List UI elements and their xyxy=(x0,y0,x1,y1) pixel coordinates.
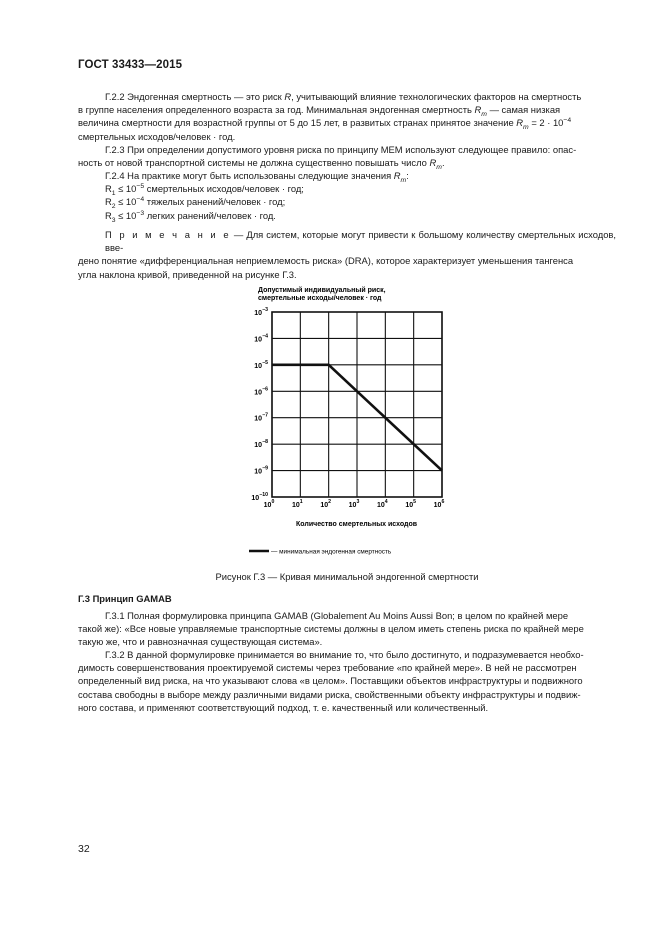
y-tick-label: $10^{-8}$ xyxy=(254,439,268,450)
x-tick-label: $10^5$ xyxy=(405,499,417,509)
y-tick-label: $10^{-4}$ xyxy=(254,333,268,344)
page-number: 32 xyxy=(78,843,90,855)
y-tick-label: $10^{-10}$ xyxy=(251,492,268,502)
paragraph-g23: Г.2.3 При определении допустимого уровня риска по принципу МЕМ используют следующее правило: опас- ность от новой транспортной системы не должна существенно повышать число $R_m$. xyxy=(78,144,577,172)
legend-label: — минимальная эндогенная смертность xyxy=(271,548,392,556)
y-tick-label: $10^{-7}$ xyxy=(254,412,268,423)
paragraph-g22: Г.2.2 Эндогенная смертность — это риск R, учитывающий влияние технологических факторов на смертность в группе населения определенного возраста за год. Минимальная эндогенная смертность $R_m$ — самая низкая величина смертности для возрастной группы от 5 до 15 лет, в развитых странах принятое значение $R_m = 2 \cdot 10^{-4}$ смертельных исходов/человек · год. xyxy=(78,91,582,142)
document-header: ГОСТ 33433—2015 xyxy=(78,59,183,71)
note-label: П р и м е ч а н и е xyxy=(105,229,231,240)
y-tick-label: $10^{-5}$ xyxy=(254,359,268,370)
x-tick-label: $10^0$ xyxy=(263,499,275,509)
x-tick-label: $10^3$ xyxy=(348,499,360,509)
y-tick-label: $10^{-3}$ xyxy=(254,307,268,317)
figure-caption: Рисунок Г.3 — Кривая минимальной эндогенной смертности xyxy=(215,571,479,582)
paragraph-g31: Г.3.1 Полная формулировка принципа GAMAB (Globalement Au Moins Aussi Bon; в целом по крайней мере такой же): «Все новые управляемые транспортные системы должны в целом иметь степень риска по крайней мере такую же, что и равнозначная существующая система». xyxy=(78,610,584,648)
y-tick-label: $10^{-6}$ xyxy=(254,386,268,397)
x-axis-label: Количество смертельных исходов xyxy=(296,521,418,528)
y-tick-label: $10^{-9}$ xyxy=(254,465,268,476)
note-paragraph: П р и м е ч а н и е — Для систем, которые могут привести к большому количеству смертельных исходов, вве- дено понятие «дифференциальная неприемлемость риска» (DRA), которое характеризует уменьшения тангенса угла наклона кривой, приведенной на рисунке Г.3. xyxy=(78,229,616,280)
endogenous-mortality-chart xyxy=(240,282,460,562)
x-tick-label: $10^6$ xyxy=(433,499,445,509)
x-tick-label: $10^4$ xyxy=(376,499,388,509)
y-axis-label-line1: Допустимый индивидуальный риск, xyxy=(258,287,386,294)
paragraph-g32: Г.3.2 В данной формулировке принимается во внимание то, что было достигнуто, и подразумевается необхо- димость совершенствования проектируемой системы через требование «по крайней мере». В ней не рассмотрен определенный вид риска, на что указывают слова «в целом». Поставщики объектов инфраструктуры и подвижного состава свободны в выборе между различными видами риска, свойственными объекту инфраструктуры и подвиж- ного состава, и применяют соответствующий подход, т. е. качественный или количественный. xyxy=(78,649,584,713)
x-tick-label: $10^1$ xyxy=(291,499,303,509)
section-title: Г.3 Принцип GAMAB xyxy=(78,593,172,604)
x-tick-label: $10^2$ xyxy=(320,499,332,509)
y-axis-label-line2: смертельные исходы/человек · год xyxy=(258,295,382,302)
paragraph-g24: Г.2.4 На практике могут быть использованы следующие значения $R_m$: $R_1 \le 10^{-5}$ смертельных исходов/человек · год; $R_2 \le 10^{-4}$ тяжелых ранений/человек · год; $R_3 \le 10^{-3}$ легких ранений/человек · год. xyxy=(105,170,409,224)
